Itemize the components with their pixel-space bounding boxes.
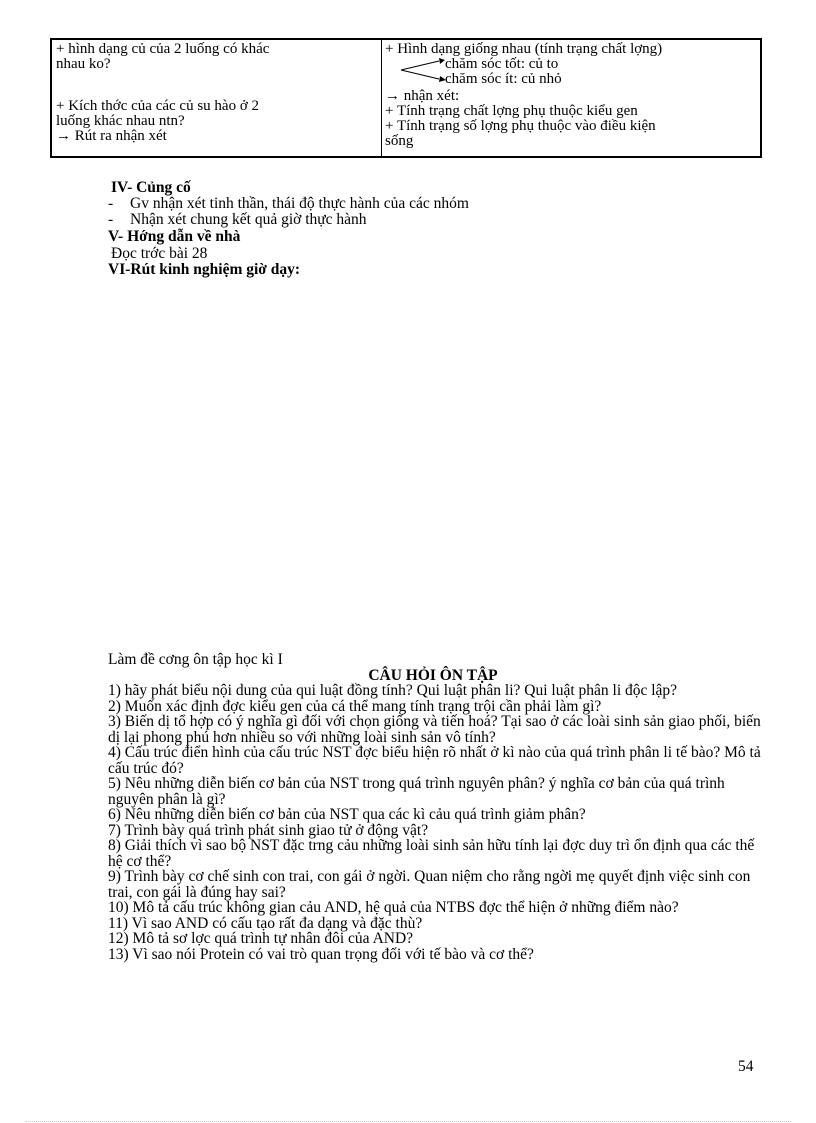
answer-line: + Hình dạng giống nhau (tính trạng chất lợng) (385, 41, 663, 57)
review-section (108, 652, 768, 962)
branch-little-care: chăm sóc ít: củ nhỏ (445, 71, 562, 87)
review-question: 4) Cấu trúc điển hình của cấu trúc NST đợc biểu hiện rõ nhất ở kì nào của quá trình phân li tế bào? Mô tả cấu trúc đó? (108, 744, 761, 777)
answer-line: → nhận xét: (385, 88, 460, 104)
review-question: 5) Nêu những diễn biến cơ bản của NST trong quá trình nguyên phân? ý nghĩa cơ bản của quá trình nguyên phân là gì? (108, 775, 725, 808)
review-question: 8) Giải thích vì sao bộ NST đặc trng cảu những loài sinh sản hữu tính lại đợc duy trì ổn định qua các thế hệ cơ thể? (108, 837, 755, 870)
answer-line: + Tính trạng số lợng phụ thuộc vào điều kiện (385, 118, 656, 134)
section-6-heading: VI-Rút kinh nghiệm giờ dạy: (108, 261, 301, 278)
page-number: 54 (738, 1058, 754, 1075)
branch-arrows-icon (399, 58, 459, 88)
question-line: + Kích thớc của các củ su hào ở 2 (56, 98, 259, 114)
section-5-text: Đọc trớc bài 28 (111, 245, 208, 262)
question-cell (52, 40, 382, 156)
review-question: 12) Mô tả sơ lợc quá trình tự nhân đôi của AND? (108, 930, 414, 947)
section-5-heading: V- Hớng dẫn về nhà (108, 228, 241, 245)
observation-table (50, 38, 762, 158)
review-intro: Làm đề cơng ôn tập học kì I (108, 651, 283, 668)
answer-line: sống (385, 133, 414, 149)
review-question: 10) Mô tả cấu trúc không gian cảu AND, hệ quả của NTBS đợc thể hiện ở những điểm nào? (108, 899, 679, 916)
review-question: 1) hãy phát biểu nội dung của qui luật đồng tính? Qui luật phân li? Qui luật phân li độc lập? (108, 682, 678, 699)
section-4-item: - Nhận xét chung kết quả giờ thực hành (108, 211, 367, 228)
review-question: 7) Trình bày quá trình phát sinh giao tử ở động vật? (108, 821, 429, 839)
answer-line: + Tính trạng chất lợng phụ thuộc kiểu gen (385, 103, 638, 119)
review-question: 3) Biến dị tổ hợp có ý nghĩa gì đối với chọn giống và tiến hoá? Tại sao ở các loài sinh sản giao phối, biến dị lại phong phú hơn nhiều so với những loài sinh sản vô tính? (108, 713, 761, 746)
page-bottom-divider (25, 1121, 791, 1122)
review-question: 9) Trình bày cơ chế sinh con trai, con gái ở ngời. Quan niệm cho rằng ngời mẹ quyết định việc sinh con trai, con gái là đúng hay sai? (108, 868, 751, 901)
review-title: CÂU HỎI ÔN TẬP (368, 666, 498, 684)
section-4-heading: IV- Củng cố (111, 179, 191, 196)
branch-good-care: chăm sóc tốt: củ to (445, 56, 559, 72)
answer-cell (382, 40, 760, 156)
question-line: nhau ko? (56, 56, 111, 72)
review-question: 6) Nêu những diễn biến cơ bản của NST qua các kì cảu quá trình giảm phân? (108, 806, 586, 823)
question-line: + hình dạng củ của 2 luống có khác (56, 41, 270, 57)
question-line: luống khác nhau ntn? (56, 113, 185, 129)
review-question: 11) Vì sao AND có cấu tạo rất đa dạng và đặc thù? (108, 914, 423, 932)
review-question: 2) Muốn xác định đợc kiểu gen của cá thể mang tính trạng trội cần phải làm gì? (108, 697, 602, 715)
section-4-item: - Gv nhận xét tinh thần, thái độ thực hành của các nhóm (108, 195, 469, 212)
question-line: → Rút ra nhận xét (56, 128, 167, 144)
review-question: 13) Vì sao nói Protein có vai trò quan trọng đối với tế bào và cơ thể? (108, 945, 534, 963)
